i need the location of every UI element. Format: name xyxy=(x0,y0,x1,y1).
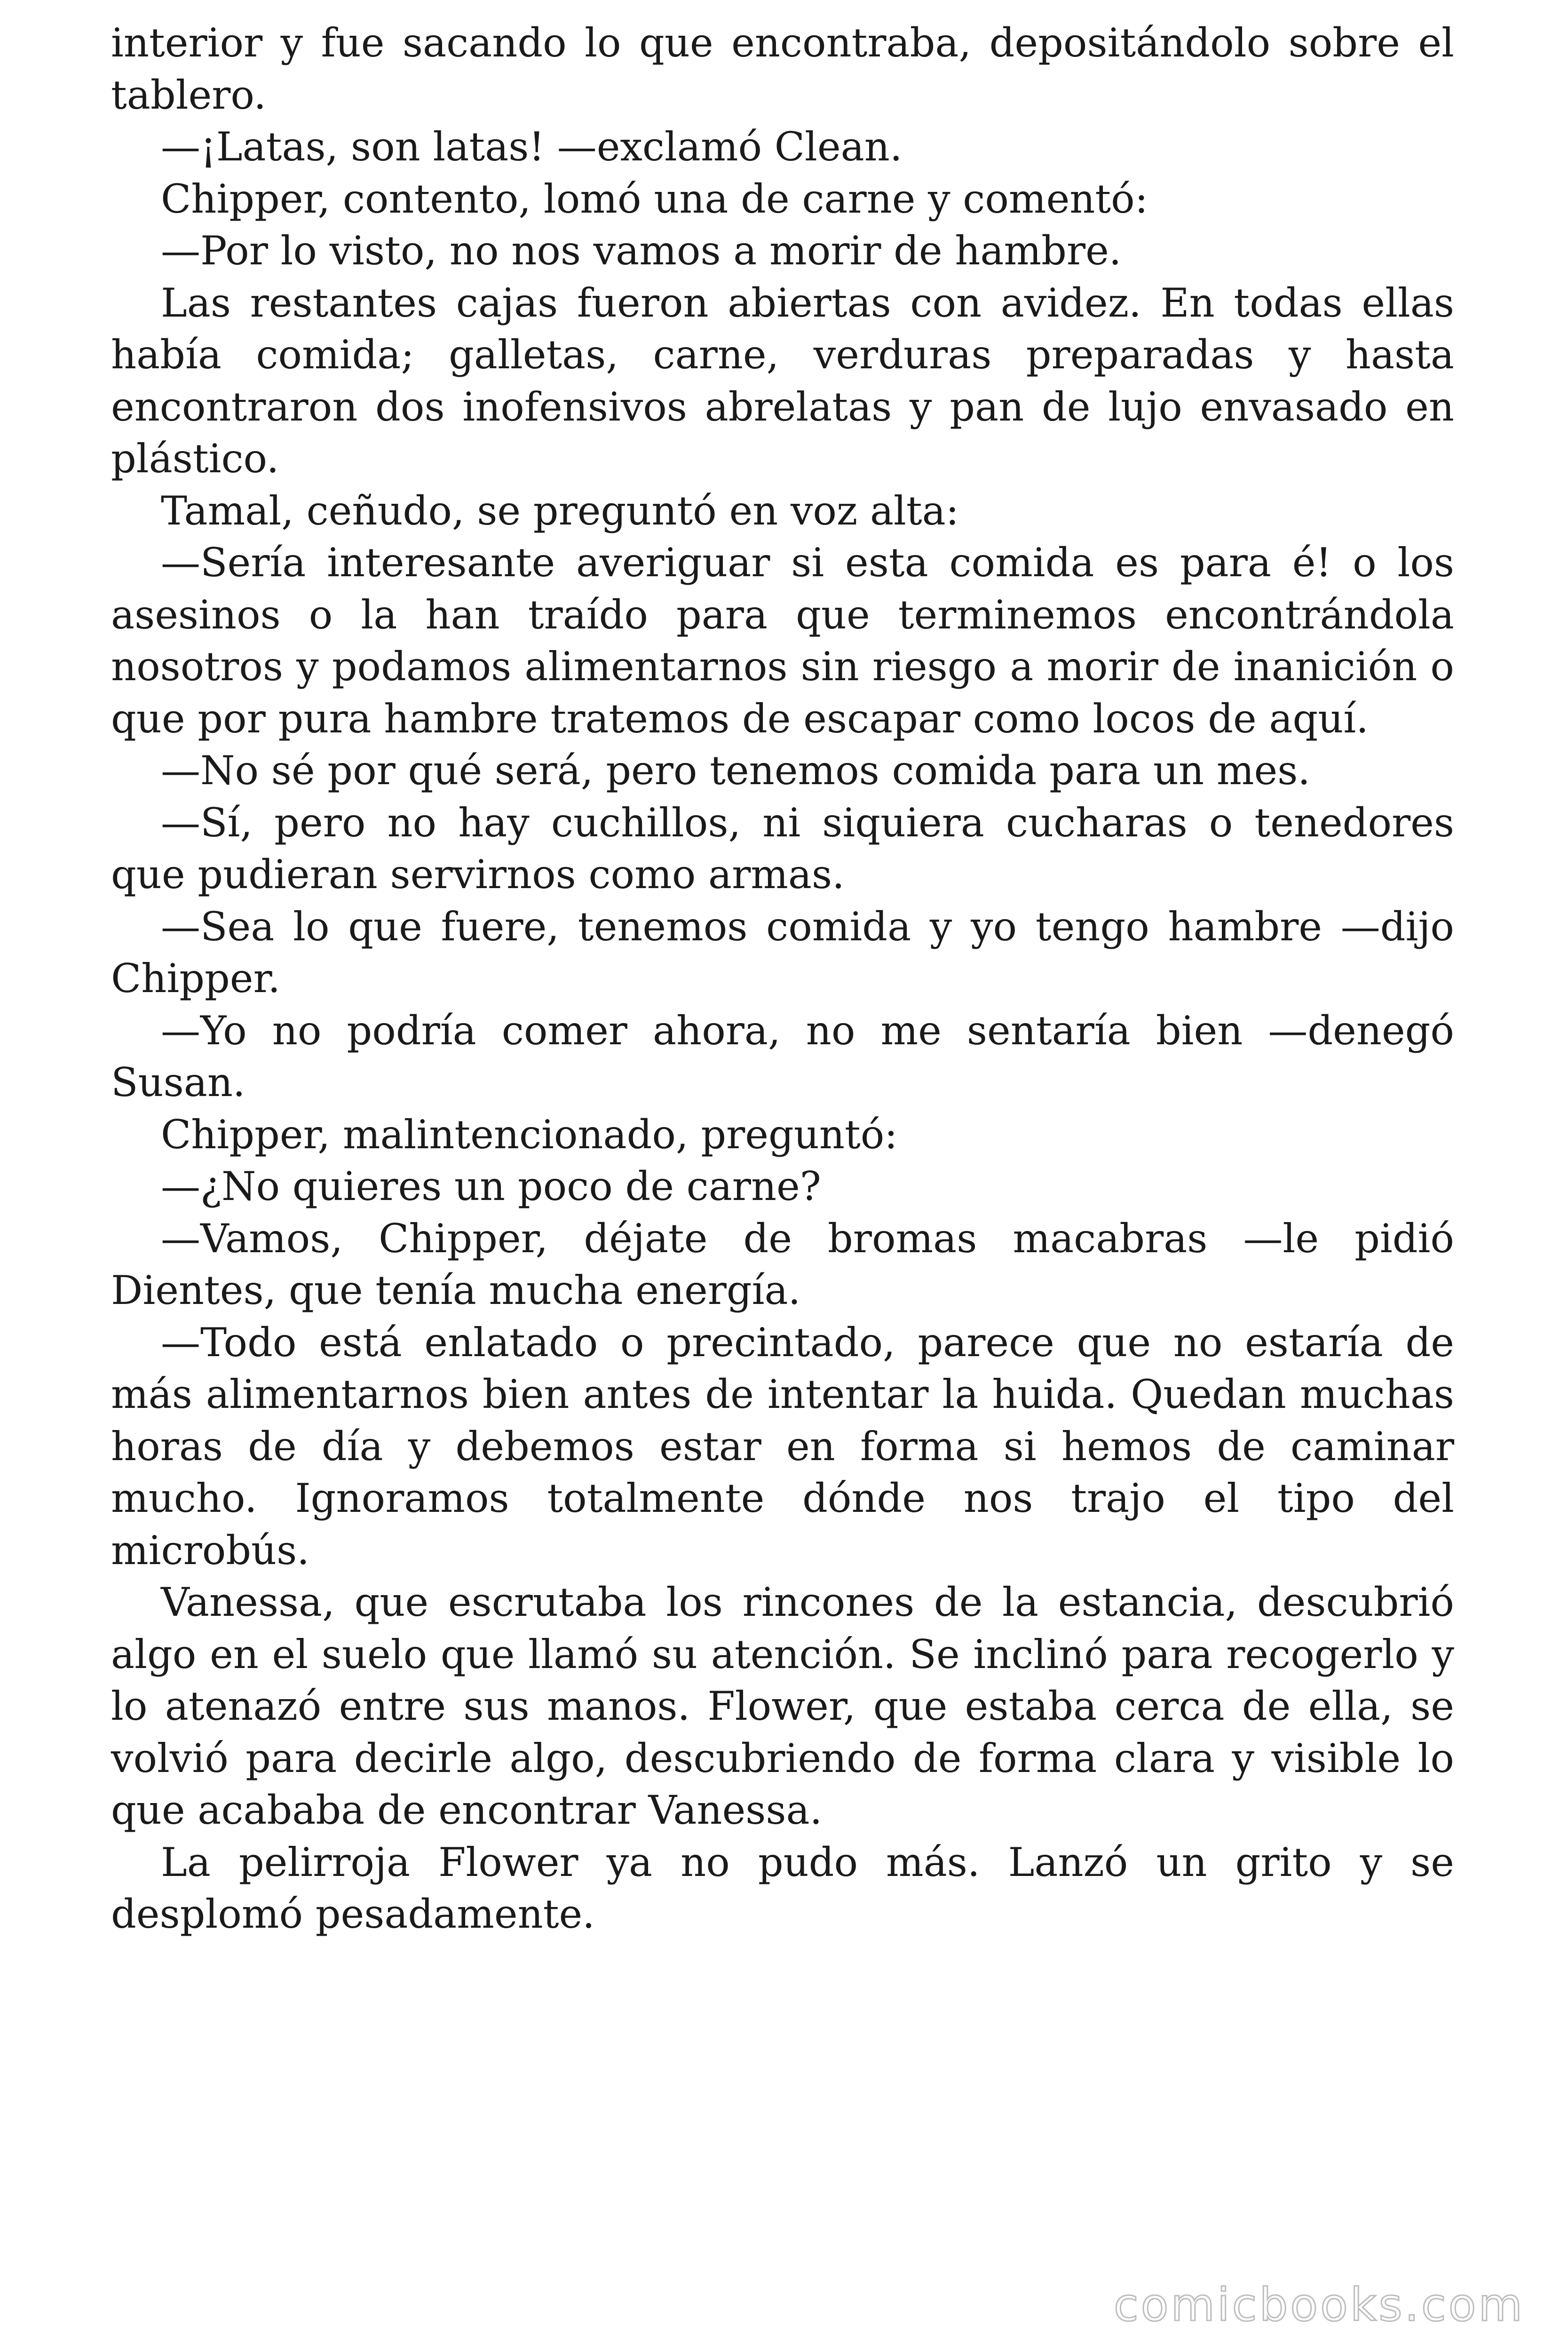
paragraph-12: Chipper, malintencionado, preguntó: xyxy=(161,1111,898,1158)
paragraph-8: —No sé por qué será, pero tenemos comida para un mes. xyxy=(161,747,1310,794)
paragraph-15: —Todo está enlatado o precintado, parece que no estaría de más alimentarnos bien antes de intentar la huida. Quedan muchas horas de día y debemos estar en forma si hemos de caminar mucho. Ignoramos totalmente dónde nos trajo el tipo del microbús. xyxy=(111,1319,1454,1573)
paragraph-9: —Sí, pero no hay cuchillos, ni siquiera cucharas o tenedores que pudieran servirnos como armas. xyxy=(111,799,1454,898)
paragraph-2: —¡Latas, son latas! —exclamó Clean. xyxy=(161,124,903,170)
paragraph-7: —Sería interesante averiguar si esta comida es para é! o los asesinos o la han traído para que terminemos encontrándola nosotros y podamos alimentarnos sin riesgo a morir de inanición o que por pura hambre tratemos de escapar como locos de aquí. xyxy=(111,540,1454,742)
paragraph-6: Tamal, ceñudo, se preguntó en voz alta: xyxy=(161,487,959,534)
paragraph-3: Chipper, contento, lomó una de carne y comentó: xyxy=(161,175,1148,222)
watermark-text: comicbooks.com xyxy=(1113,2279,1525,2331)
page-body-text xyxy=(111,17,1454,1940)
paragraph-13: —¿No quieres un poco de carne? xyxy=(161,1163,821,1209)
paragraph-16: Vanessa, que escrutaba los rincones de la estancia, descubrió algo en el suelo que llamó su atención. Se inclinó para recogerlo y lo atenazó entre sus manos. Flower, que estaba cerca de ella, se volvió para decirle algo, descubriendo de forma clara y visible lo que acababa de encontrar Vanessa. xyxy=(111,1579,1454,1833)
paragraph-14: —Vamos, Chipper, déjate de bromas macabras —le pidió Dientes, que tenía mucha energía. xyxy=(111,1215,1454,1313)
paragraph-1: interior y fue sacando lo que encontraba, depositándolo sobre el tablero. xyxy=(111,20,1454,118)
paragraph-5: Las restantes cajas fueron abiertas con avidez. En todas ellas había comida; galletas, carne, verduras preparadas y hasta encontraron dos inofensivos abrelatas y pan de lujo envasado en plástico. xyxy=(111,279,1454,482)
paragraph-17: La pelirroja Flower ya no pudo más. Lanzó un grito y se desplomó pesadamente. xyxy=(111,1839,1454,1937)
paragraph-4: —Por lo visto, no nos vamos a morir de hambre. xyxy=(161,228,1122,274)
paragraph-11: —Yo no podría comer ahora, no me sentaría bien —denegó Susan. xyxy=(111,1007,1454,1105)
paragraph-10: —Sea lo que fuere, tenemos comida y yo tengo hambre —dijo Chipper. xyxy=(111,903,1454,1001)
